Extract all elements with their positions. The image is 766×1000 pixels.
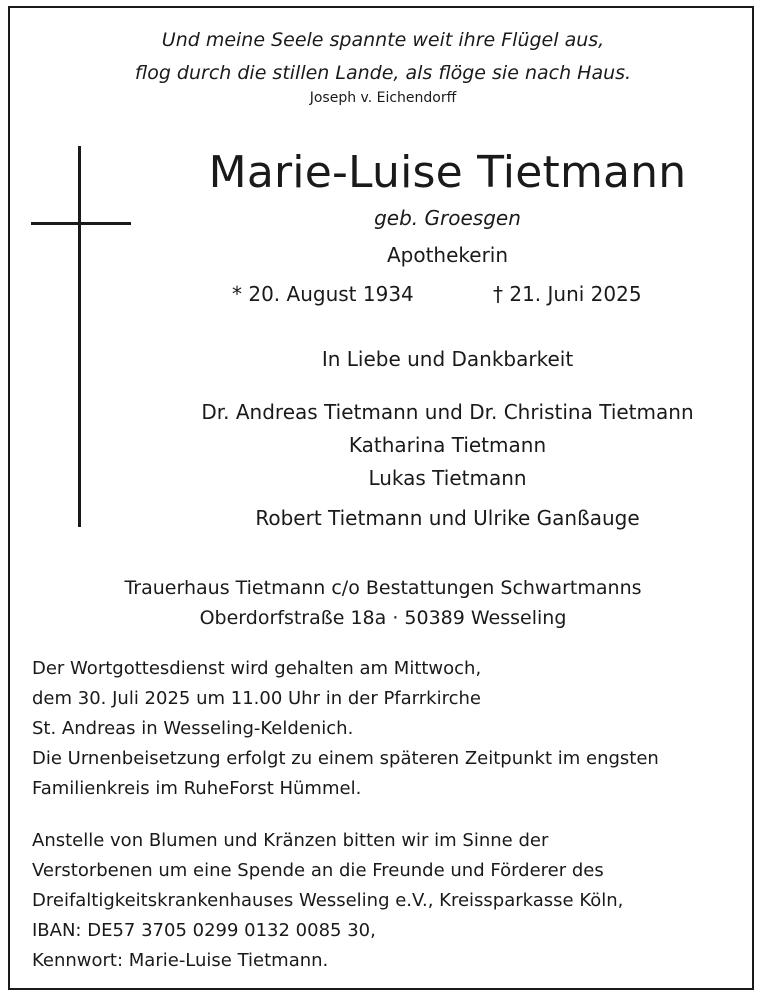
- profession: Apothekerin: [386, 243, 509, 267]
- service-info: [32, 654, 732, 804]
- mourner-line: Katharina Tietmann: [348, 433, 547, 457]
- mourning-house-address: [0, 573, 766, 633]
- mourner-line: Lukas Tietmann: [368, 466, 527, 490]
- donation-line: Verstorbenen um eine Spende an die Freunde und Förderer des: [32, 860, 604, 881]
- service-line: St. Andreas in Wesseling-Keldenich.: [32, 718, 354, 739]
- donation-line: Dreifaltigkeitskrankenhauses Wesseling e.V., Kreissparkasse Köln,: [32, 890, 624, 911]
- donation-line: IBAN: DE57 3705 0299 0132 0085 30,: [32, 920, 376, 941]
- mourning-house-line: Oberdorfstraße 18a · 50389 Wesseling: [199, 607, 567, 629]
- service-line: dem 30. Juli 2025 um 11.00 Uhr in der Pfarrkirche: [32, 688, 481, 709]
- poem-quote: [0, 24, 766, 90]
- quote-author: Joseph v. Eichendorff: [309, 90, 457, 106]
- cross-icon-horizontal: [31, 222, 131, 225]
- birth-date: * 20. August 1934: [232, 282, 414, 306]
- service-line: Familienkreis im RuheForst Hümmel.: [32, 778, 362, 799]
- donation-info: [32, 826, 732, 976]
- deceased-name: Marie-Luise Tietmann: [208, 147, 687, 198]
- death-date: † 21. Juni 2025: [493, 282, 642, 306]
- mourners-list: [135, 396, 760, 495]
- mourner-line: Dr. Andreas Tietmann und Dr. Christina Tietmann: [201, 400, 694, 424]
- birth-name: geb. Groesgen: [374, 206, 521, 230]
- quote-line-2: flog durch die stillen Lande, als flöge sie nach Haus.: [134, 62, 632, 84]
- service-line: Der Wortgottesdienst wird gehalten am Mittwoch,: [32, 658, 482, 679]
- service-line: Die Urnenbeisetzung erfolgt zu einem späteren Zeitpunkt im engsten: [32, 748, 659, 769]
- donation-line: Kennwort: Marie-Luise Tietmann.: [32, 950, 329, 971]
- donation-line: Anstelle von Blumen und Kränzen bitten wir im Sinne der: [32, 830, 549, 851]
- cross-icon-vertical: [78, 146, 81, 527]
- quote-line-1: Und meine Seele spannte weit ihre Flügel aus,: [161, 29, 605, 51]
- mourning-house-line: Trauerhaus Tietmann c/o Bestattungen Schwartmanns: [124, 577, 642, 599]
- dedication: In Liebe und Dankbarkeit: [321, 347, 574, 371]
- mourner-extra: Robert Tietmann und Ulrike Ganßauge: [255, 506, 640, 530]
